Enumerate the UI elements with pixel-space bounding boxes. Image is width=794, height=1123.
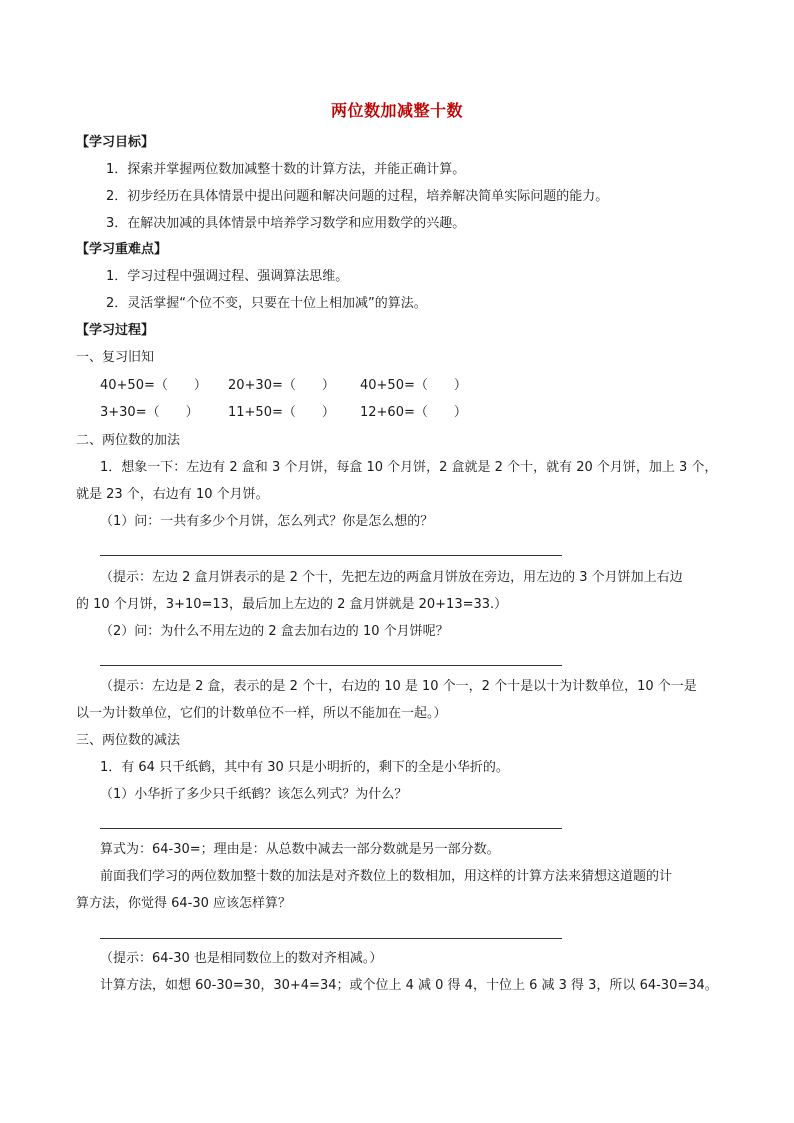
key-item-1: 1．学习过程中强调过程、强调算法思维。	[106, 269, 349, 284]
goal-item-1: 1．探索并掌握两位数加减整十数的计算方法，并能正确计算。	[106, 162, 466, 177]
goal-item-2: 2．初步经历在具体情景中提出问题和解决问题的过程，培养解决简单实际问题的能力。	[106, 189, 609, 204]
page-title: 两位数加减整十数	[330, 101, 463, 120]
answer-line-3[interactable]	[100, 828, 562, 829]
goals-heading: 【学习目标】	[76, 135, 155, 150]
subtraction-question-1: （1）小华折了多少只千纸鹤？该怎么列式？为什么？	[100, 787, 408, 802]
subtraction-think-line-1: 前面我们学习的两位数加整十数的加法是对齐数位上的数相加，用这样的计算方法来猜想这道题的计	[100, 869, 673, 884]
addition-question-1: （1）问：一共有多少个月饼，怎么列式？你是怎么想的？	[100, 514, 434, 529]
addition-problem-line-1: 1．想象一下：左边有 2 盒和 3 个月饼，每盒 10 个月饼，2 盒就是 2 个十，就有 20 个月饼，加上 3 个，	[100, 460, 718, 475]
goal-item-3: 3．在解决加减的具体情景中培养学习数学和应用数学的兴趣。	[106, 216, 466, 231]
addition-hint-2-line-2: 以一为计数单位，它们的计数单位不一样，所以不能加在一起。）	[76, 706, 447, 721]
subtraction-problem: 1．有 64 只千纸鹤，其中有 30 只是小明折的，剩下的全是小华折的。	[100, 760, 509, 775]
review-exercise-6: 12+60=（ ）	[360, 405, 467, 420]
answer-line-1[interactable]	[100, 555, 562, 556]
review-exercise-3: 40+50=（ ）	[360, 378, 467, 393]
addition-heading: 二、两位数的加法	[76, 433, 181, 448]
key-item-2: 2．灵活掌握“个位不变，只要在十位上相加减”的算法。	[106, 296, 427, 311]
subtraction-hint: （提示：64-30 也是相同数位上的数对齐相减。）	[100, 951, 383, 966]
subtraction-think-line-2: 算方法，你觉得 64-30 应该怎样算？	[76, 896, 292, 911]
review-exercise-5: 11+50=（ ）	[228, 405, 335, 420]
addition-hint-1-line-1: （提示：左边 2 盒月饼表示的是 2 个十，先把左边的两盒月饼放在旁边，用左边的 3 个月饼加上右边	[100, 570, 683, 585]
answer-line-2[interactable]	[100, 665, 562, 666]
subtraction-heading: 三、两位数的减法	[76, 733, 181, 748]
review-heading: 一、复习旧知	[76, 350, 155, 365]
addition-question-2: （2）问：为什么不用左边的 2 盒去加右边的 10 个月饼呢？	[100, 624, 449, 639]
addition-hint-1-line-2: 的 10 个月饼，3+10=13，最后加上左边的 2 盒月饼就是 20+13=33.）	[76, 597, 508, 612]
addition-problem-line-2: 就是 23 个，右边有 10 个月饼。	[76, 487, 269, 502]
subtraction-method: 计算方法，如想 60-30=30，30+4=34；或个位上 4 减 0 得 4，十位上 6 减 3 得 3，所以 64-30=34。	[100, 978, 718, 993]
process-heading: 【学习过程】	[76, 323, 155, 338]
review-exercise-2: 20+30=（ ）	[228, 378, 335, 393]
addition-hint-2-line-1: （提示：左边是 2 盒，表示的是 2 个十，右边的 10 是 10 个一，2 个十是以十为计数单位，10 个一是	[100, 679, 697, 694]
keys-heading: 【学习重难点】	[76, 242, 168, 257]
subtraction-formula: 算式为：64-30=；理由是：从总数中减去一部分数就是另一部分数。	[100, 842, 500, 857]
answer-line-4[interactable]	[100, 938, 562, 939]
review-exercise-4: 3+30=（ ）	[100, 405, 199, 420]
review-exercise-1: 40+50=（ ）	[100, 378, 207, 393]
